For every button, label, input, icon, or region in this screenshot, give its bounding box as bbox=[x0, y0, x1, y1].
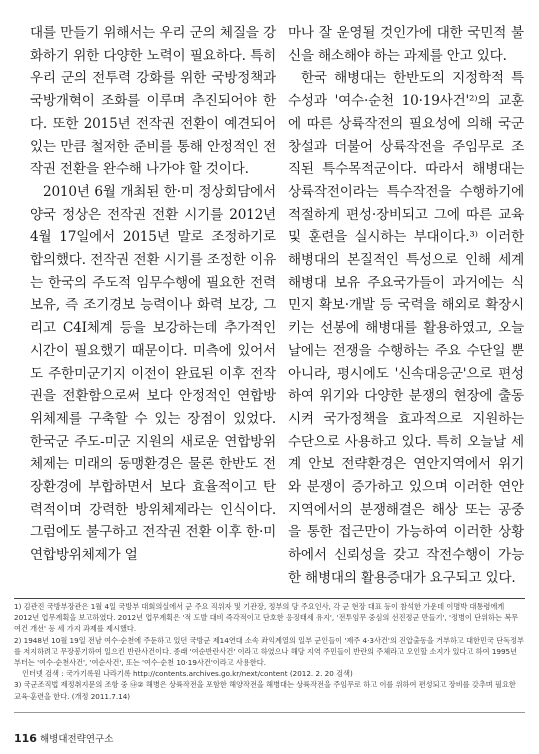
footer-divider bbox=[14, 712, 525, 713]
left-column-paragraph: 대를 만들기 위해서는 우리 군의 체질을 강화하기 위한 다양한 노력이 필요하다. 특히 우리 군의 전투력 강화를 위한 국방정책과 국방개혁이 조화를 이루며 추진되어야 한다. 또한 2015년 전작권 전환이 예견되어 있는 만큼 철저한 준비를 통해 안정적인 전작권 전환을 완수해 나가야 할 것이다. bbox=[30, 25, 276, 178]
publisher-name: 해병대전략연구소 bbox=[39, 734, 114, 745]
footnotes bbox=[14, 601, 524, 702]
page-number: 116 bbox=[14, 732, 37, 745]
footnote-divider bbox=[14, 598, 525, 599]
left-column-paragraph: 2010년 6월 개최된 한·미 정상회담에서 양국 정상은 전작권 전환 시기를 2012년 4월 17일에서 2015년 말로 조정하기로 합의했다. 전작권 전환 시기를 조정한 이유는 한국의 주도적 임무수행에 필요한 전력 보유, 즉 조기경보 능력이나 화력 보강, 그리고 C4I체계 등을 보강하는데 추가적인 시간이 필요했기 때문이다. 미측에 있어서도 주한미군기지 이전이 완료된 이후 전작권을 전환함으로써 보다 안정적인 연합방위체제를 구축할 수 있는 장점이 있었다. 한국군 주도-미군 지원의 새로운 연합방위체제는 미래의 동맹환경은 물론 한반도 전장환경에 부합하면서 보다 효율적이고 탄력적이며 강력한 방위체제라는 인식이다. 그럼에도 불구하고 전작권 전환 이후 한·미 연합방위체제가 얼 bbox=[30, 183, 276, 564]
footnote: 1) 김관진 국방부장관은 1월 4일 국방부 대회의실에서 군 주요 직위자 및 기관장, 정부의 당 주요인사, 각 군 현장 대표 등이 참석한 가운데 이명박 대통령에게 2012년 업무계획을 보고하였다. 2012년 업무계획은 '적 도발 대비 즉각적이고 단호한 응징태세 유지', '전투임무 중심의 선진정군 만들기', '정병이 단위하는 복무여건 개선' 등 세 가지 과제를 제시했다. bbox=[14, 602, 519, 634]
footnote: 3) 국군조직법 제정취지문의 조항 중 ㉯② 해병은 상륙작전을 포함한 해양작전을 해병대는 상륙작전을 주임무로 하고 이를 위하여 편성되고 장비를 갖추며 필요한 교육·훈련을 한다. (개정 2011.7.14) bbox=[14, 680, 516, 701]
right-column bbox=[288, 22, 524, 590]
left-column bbox=[30, 22, 276, 567]
right-column-paragraph: 한국 해병대는 한반도의 지정학적 특수성과 '여수·순천 10·19사건'²⁾의 교훈에 따른 상륙작전의 필요성에 의해 국군창설과 더불어 상륙작전을 주임무로 조직된 특수목적군이다. 따라서 해병대는 상륙작전이라는 특수작전을 수행하기에 적절하게 편성·장비되고 그에 따른 교육 및 훈련을 실시하는 부대이다.³⁾ 이러한 해병대의 본질적인 특성으로 인해 세계 해병대 보유 주요국가들이 과거에는 식민지 확보·개발 등 국력을 해외로 확장시키는 선봉에 해병대를 활용하였고, 오늘날에는 전쟁을 수행하는 주요 수단일 뿐 아니라, 평시에도 '신속대응군'으로 편성하여 위기와 다양한 분쟁의 현장에 출동시켜 국가정책을 효과적으로 지원하는 수단으로 사용하고 있다. 특히 오늘날 세계 안보 전략환경은 연안지역에서 위기와 분쟁이 증가하고 있으며 이러한 연안지역에서의 분쟁해결은 해상 또는 공중을 통한 접근만이 가능하여 이러한 상황 하에서 신뢰성을 갖고 작전수행이 가능한 해병대의 활용증대가 요구되고 있다. bbox=[288, 70, 524, 586]
right-column-paragraph: 마나 잘 운영될 것인가에 대한 국민적 불신을 해소해야 하는 과제를 안고 있다. bbox=[288, 25, 524, 64]
footnote: 2) 1948년 10월 19일 전남 여수·순천에 주둔하고 있던 국방군 제14연대 소속 좌익계열의 일부 군인들이 '제주 4·3사건'의 진압출동을 거부하고 대한민국 단독정부를 저지하려고 무장봉기하여 일으킨 반란사건이다. 종래 '여순반란사건' 이라고 하였으나 해당 지역 주민들이 반란의 주체라고 오인할 소지가 있다고 하여 1995년부터는 '여수·순천사건', '여순사건', 또는 '여수·순천 10·19사건'이라고 사용한다. bbox=[14, 635, 524, 668]
footnote-continuation: 인터넷 검색 : 국가기록원 나라기록 http://contents.archives.go.kr/next/content (2012. 2. 20 검색) bbox=[22, 669, 353, 679]
page-footer bbox=[14, 731, 113, 745]
